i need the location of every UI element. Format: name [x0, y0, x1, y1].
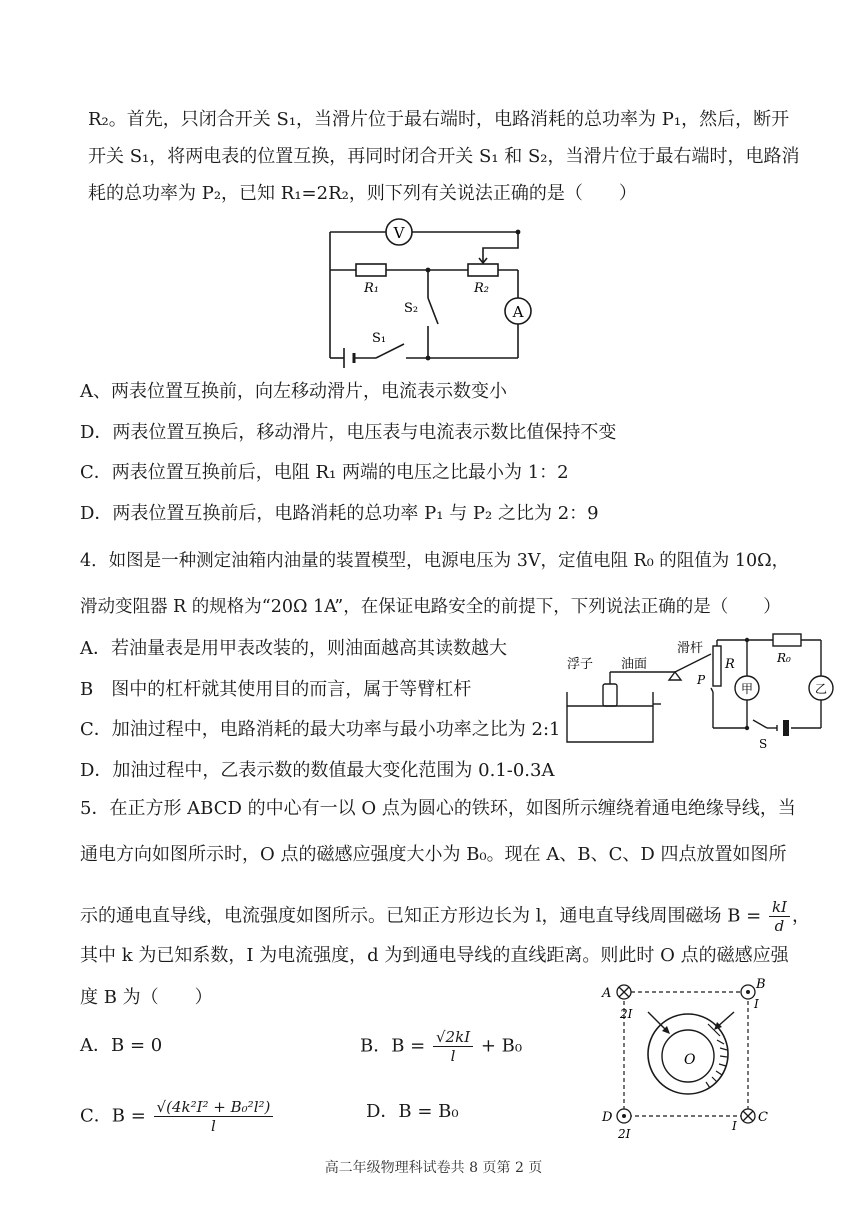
q5-option-d: D．B = B₀ — [366, 1101, 459, 1122]
vertex-d-label: D — [602, 1110, 613, 1125]
r1-label: R₁ — [364, 281, 379, 296]
r-label: R — [725, 657, 735, 672]
voltmeter-icon — [386, 219, 412, 245]
q5-stem-line-4: 其中 k 为已知系数，I 为电流强度，d 为到通电导线的直线距离。则此时 O 点的磁感应强 — [80, 945, 789, 966]
q4-stem-line-1: 4．如图是一种测定油箱内油量的装置模型，电源电压为 3V，定值电阻 R₀ 的阻值为 10Ω， — [80, 551, 790, 571]
q5-option-c-numerator: √(4k²I² + B₀²l²) — [154, 1098, 274, 1117]
q5-option-b-fraction — [433, 1028, 473, 1065]
rod-label: 滑杆 — [677, 641, 704, 656]
q5-option-a: A．B = 0 — [80, 1035, 163, 1056]
float-label: 浮子 — [567, 657, 594, 672]
p-label: P — [697, 673, 706, 687]
r0-label: R₀ — [777, 651, 791, 665]
s2-label: S₂ — [404, 301, 419, 316]
meter-jia-icon — [735, 676, 759, 700]
svg-text:V: V — [393, 224, 405, 242]
vertex-c-label: C — [758, 1110, 768, 1125]
q5-option-c — [80, 1098, 275, 1135]
q3-option-b: D．两表位置互换后，移动滑片，电压表与电流表示数比值保持不变 — [80, 422, 617, 443]
s-label: S — [759, 737, 768, 751]
q5-stem-line-1: 5．在正方形 ABCD 的中心有一以 O 点为圆心的铁环，如图所示缠绕着通电绝缘导线，当 — [80, 798, 796, 819]
meter-yi-icon — [809, 676, 833, 700]
q4-option-c: C．加油过程中，电路消耗的最大功率与最小功率之比为 2:1 — [80, 719, 561, 740]
q5-option-c-prefix: C．B = — [80, 1105, 146, 1127]
svg-text:乙: 乙 — [814, 682, 828, 696]
q4-stem-line-2: 滑动变阻器 R 的规格为“20Ω 1A”，在保证电路安全的前提下，下列说法正确的是（ ） — [80, 597, 781, 617]
wire-c-into-page-icon — [741, 1109, 755, 1123]
current-c-label: I — [732, 1119, 737, 1133]
q3-stem-line-2: 开关 S₁，将两电表的位置互换，再同时闭合开关 S₁ 和 S₂，当滑片位于最右端时，电路消 — [88, 146, 800, 167]
s1-label: S₁ — [372, 331, 387, 346]
q3-option-c: C．两表位置互换前后，电阻 R₁ 两端的电压之比最小为 1：2 — [80, 462, 569, 483]
field-formula-numerator: kI — [769, 898, 790, 917]
q3-stem-line-1: R₂。首先，只闭合开关 S₁，当滑片位于最右端时，电路消耗的总功率为 P₁，然后，断开 — [88, 109, 790, 130]
q5-stem-line-5: 度 B 为（ ） — [80, 987, 213, 1008]
q4-oil-gauge-diagram — [563, 632, 843, 752]
current-d-label: 2I — [618, 1127, 631, 1141]
oil-label: 油面 — [621, 657, 648, 672]
q4-option-a: A．若油量表是用甲表改装的，则油面越高其读数越大 — [80, 638, 507, 659]
q4-option-b: B 图中的杠杆就其使用目的而言，属于等臂杠杆 — [80, 679, 472, 700]
r2-label: R₂ — [474, 281, 489, 296]
page-footer: 高二年级物理科试卷共 8 页第 2 页 — [324, 1160, 543, 1176]
q5-option-b-denominator: l — [450, 1047, 456, 1065]
field-formula-denominator: d — [774, 917, 785, 935]
q5-option-c-fraction — [154, 1098, 274, 1135]
vertex-b-label: B — [756, 978, 766, 992]
q5-square-coil-diagram — [596, 978, 786, 1146]
q5-option-b — [360, 1028, 522, 1065]
q4-option-d: D．加油过程中，乙表示数的数值最大变化范围为 0.1-0.3A — [80, 760, 555, 781]
wire-b-out-of-page-icon — [741, 985, 755, 999]
wire-d-out-of-page-icon — [617, 1109, 631, 1123]
current-a-label: 2I — [620, 1007, 633, 1021]
q5-stem-line-3: 示的通电直导线，电流强度如图所示。已知正方形边长为 l，通电直导线周围磁场 B = $\frac{kI}{d}$ ， — [80, 898, 810, 935]
ammeter-icon — [505, 298, 531, 324]
q5-option-b-numerator: √2kI — [433, 1028, 473, 1047]
vertex-a-label: A — [602, 986, 612, 1001]
svg-text:A: A — [512, 303, 524, 321]
q5-option-c-denominator: l — [211, 1117, 216, 1135]
q3-option-a: A、两表位置互换前，向左移动滑片，电流表示数变小 — [80, 381, 507, 402]
field-formula — [769, 898, 790, 935]
center-o-label: O — [684, 1052, 696, 1068]
current-b-label: I — [754, 997, 759, 1011]
q5-stem-line-3-text: 示的通电直导线，电流强度如图所示。已知正方形边长为 l，通电直导线周围磁场 B = — [80, 905, 762, 927]
q5-option-b-prefix: B．B = — [360, 1035, 426, 1057]
q3-circuit-diagram — [318, 212, 548, 368]
svg-text:甲: 甲 — [740, 682, 754, 696]
q3-stem-line-3: 耗的总功率为 P₂，已知 R₁=2R₂，则下列有关说法正确的是（ ） — [88, 183, 637, 204]
q5-stem-line-2: 通电方向如图所示时，O 点的磁感应强度大小为 B₀。现在 A、B、C、D 四点放置如图所 — [80, 844, 787, 865]
q5-option-b-suffix: + B₀ — [480, 1035, 523, 1057]
q3-option-d: D．两表位置互换前后，电路消耗的总功率 P₁ 与 P₂ 之比为 2：9 — [80, 503, 599, 524]
wire-a-into-page-icon — [617, 985, 631, 999]
